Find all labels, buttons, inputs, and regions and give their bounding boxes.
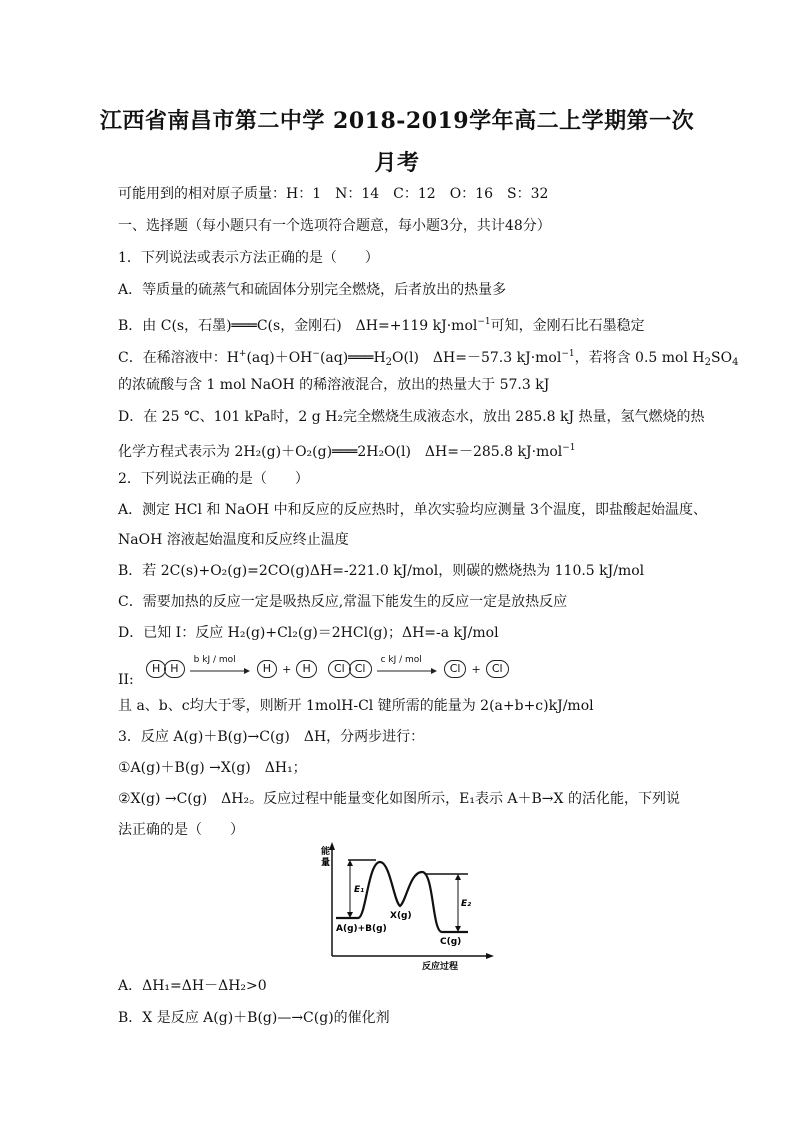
ab-level-label: A(g)+B(g) [336,924,387,934]
q2-option-c: C．需要加热的反应一定是吸热反应,常温下能发生的反应一定是放热反应 [118,594,568,610]
e1-arrow-head [347,860,353,866]
arrow-right-icon [377,667,437,675]
q2-stem: 2．下列说法正确的是（ ） [118,471,309,487]
x-label: 反应过程 [422,962,459,972]
x-axis-arrow [486,953,494,959]
h-atom-3: H [257,660,277,678]
cl-arrow [377,654,439,679]
q2-conclusion: 且 a、b、c均大于零，则断开 1molH-Cl 键所需的能量为 2(a+b+c)kJ/mol [118,698,594,714]
q1-c-sup1: + [238,349,247,359]
x-level-label: X(g) [390,911,412,921]
c-level-label: C(g) [440,937,462,947]
q1-c-sup3: −1 [561,349,575,359]
q1-option-a: A．等质量的硫蒸气和硫固体分别完全燃烧，后者放出的热量多 [118,282,507,298]
y-label-top: 能 [321,847,331,857]
q1-c-p4: O(l) ΔH=－57.3 kJ·mol [392,350,562,366]
q1-b-post: 可知，金刚石比石墨稳定 [490,318,645,334]
q1-c-p5: ，若将含 0.5 mol H [574,350,705,366]
q1-c-sub1: 2 [385,357,393,368]
e1-label: E₁ [354,885,365,895]
e2-arrow-head [455,874,461,880]
h-arrow-label: b kJ / mol [193,654,236,665]
q1-b-sup: −1 [477,317,491,327]
q1-d-sup: −1 [562,443,576,453]
y-label-bottom: 量 [321,858,331,868]
h-atom-4: H [296,660,316,678]
q1-option-b [118,312,645,336]
q1-c-sub3: 4 [732,357,739,368]
arrow-right-icon [190,667,250,675]
q2-option-a: A．测定 HCl 和 NaOH 中和反应的反应热时，单次实验均应测量 3个温度，即盐酸起始温度、 [118,502,707,518]
h-plus: + [282,663,292,676]
q1-c-p2: (aq)＋OH [246,350,313,366]
section-heading: 一、选择题（每小题只有一个选项符合题意，每小题3分，共计48分） [118,218,551,234]
h-atom-2: H [164,660,184,678]
energy-diagram [318,842,498,972]
page-title-line2: 月考 [374,150,420,176]
q1-c-p6: SO [711,350,733,366]
q3-option-b: B．X 是反应 A(g)＋B(g)—→C(g)的催化剂 [118,1010,390,1026]
q2-option-b: B．若 2C(s)+O₂(g)=2CO(g)ΔH=-221.0 kJ/mol，则碳的燃烧热为 110.5 kJ/mol [118,563,645,579]
q1-c-sub2: 2 [704,357,711,368]
q1-stem: 1．下列说法或表示方法正确的是（ ） [118,250,379,266]
cl-plus: + [471,663,481,676]
page-title-line1: 江西省南昌市第二中学 2018-2019学年高二上学期第一次 [99,108,695,134]
q1-c-sup2: − [312,349,320,359]
q2-ii-label: II: [118,672,134,688]
q3-step1: ①A(g)＋B(g) →X(g) ΔH₁； [118,760,307,776]
q3-option-a: A．ΔH₁=ΔH－ΔH₂>0 [118,978,267,994]
q1-b-text: B．由 C(s，石墨)═══C(s，金刚石) ΔH=+119 kJ·mol [118,318,478,334]
q1-option-d: D．在 25 ℃、101 kPa时，2 g H₂完全燃烧生成液态水，放出 285.8 kJ 热量，氢气燃烧的热 [118,409,705,425]
atomic-masses: 可能用到的相对原子质量：H：1 N：14 C：12 O：16 S：32 [118,186,549,202]
q2-option-a-cont: NaOH 溶液起始温度和反应终止温度 [118,532,349,548]
cl-atom-3: Cl [444,660,467,678]
q2-option-d: D．已知 I：反应 H₂(g)+Cl₂(g)＝2HCl(g)；ΔH=-a kJ/mol [118,625,499,641]
q3-stem: 3．反应 A(g)＋B(g)→C(g) ΔH，分两步进行： [118,729,425,745]
q1-c-p3: (aq)═══H [319,350,386,366]
cl2-dissociation [328,654,509,679]
q1-option-c-cont: 的浓硫酸与含 1 mol NaOH 的稀溶液混合，放出的热量大于 57.3 kJ [118,377,550,393]
q3-step2: ②X(g) →C(g) ΔH₂。反应过程中能量变化如图所示，E₁表示 A＋B→X 的活化能，下列说 [118,791,680,807]
q1-option-d-cont [118,438,576,462]
cl-arrow-label: c kJ / mol [380,654,422,665]
h-atom-1: H [146,660,166,678]
q1-option-c [118,344,738,373]
energy-curve [336,862,468,932]
h2-dissociation [146,654,317,679]
q1-c-p1: C．在稀溶液中：H [118,350,239,366]
cl-atom-4: Cl [486,660,509,678]
cl-atom-1: Cl [328,660,351,678]
e2-label: E₂ [461,899,472,909]
q3-step2-cont: 法正确的是（ ） [118,822,244,838]
h-arrow [190,654,252,679]
cl-atom-2: Cl [349,660,372,678]
q1-d-text: 化学方程式表示为 2H₂(g)＋O₂(g)═══2H₂O(l) ΔH=－285.8 kJ·mol [118,444,563,460]
